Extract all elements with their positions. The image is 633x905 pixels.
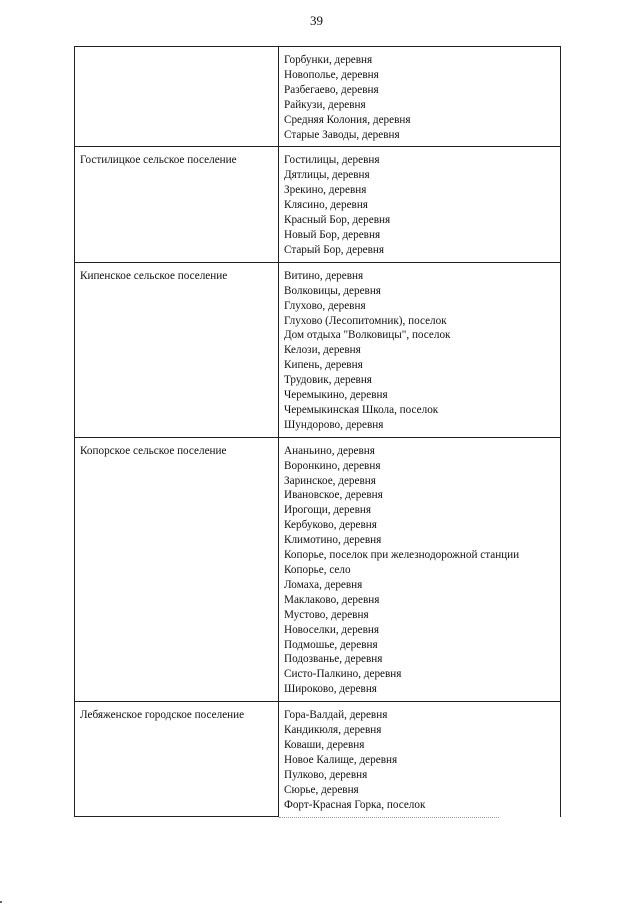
place-item: Ананьино, деревня [284,444,375,457]
place-item: Систо-Палкино, деревня [284,668,402,681]
place-item: Кербуково, деревня [284,519,377,532]
place-item: Волковицы, деревня [284,284,381,297]
places-cell [279,437,561,701]
settlement-name-cell [75,147,279,262]
place-item: Копорье, село [284,564,351,576]
place-item: Ломаха, деревня [284,578,363,591]
settlements-table [74,46,561,817]
place-item: Маклаково, деревня [284,593,380,606]
place-item: Глухово (Лесопитомник), поселок [284,314,447,327]
table-row [75,147,561,262]
settlement-name: Гостилицкое сельское поселение [80,154,237,167]
place-item: Коваши, деревня [284,738,365,751]
place-item: Старый Бор, деревня [284,243,385,256]
place-item: Трудовик, деревня [284,374,372,387]
place-item: Витино, деревня [284,269,364,282]
place-item: Гостилицы, деревня [284,154,380,167]
place-item: Келози, деревня [284,344,361,357]
place-item: Заринское, деревня [284,474,376,487]
place-item: Черемыкино, деревня [284,389,388,402]
place-item: Гора-Валдай, деревня [284,709,388,722]
place-item: Подмошье, деревня [284,638,378,651]
place-item: Пулково, деревня [284,768,368,781]
place-item: Шундорово, деревня [284,418,384,431]
place-item: Ирогощи, деревня [284,504,371,517]
settlement-name-cell [75,702,279,817]
table-row [75,702,561,817]
place-item: Форт-Красная Горка, поселок [284,798,426,811]
place-item: Подозванье, деревня [284,653,383,666]
settlement-name: Копорское сельское поселение [80,444,227,457]
place-item: Новополье, деревня [284,68,379,81]
place-item: Ивановское, деревня [284,489,383,502]
page-cut-edge [279,817,499,818]
settlements-table-body [75,47,561,817]
place-item: Разбегаево, деревня [284,83,379,96]
table-row [75,262,561,437]
place-item: Райкузи, деревня [284,98,366,111]
scan-corner-mark [0,901,2,903]
place-item: Воронкино, деревня [284,459,381,472]
place-item: Сюрье, деревня [284,783,359,796]
places-cell [279,702,561,817]
page-number: 39 [310,13,323,28]
place-item: Средняя Колония, деревня [284,113,411,126]
place-item: Зрекино, деревня [284,184,367,197]
place-item: Дом отдыха "Волковицы", поселок [284,329,451,342]
place-item: Климотино, деревня [284,534,382,547]
table-row [75,437,561,701]
places-cell [279,262,561,437]
place-item: Кипень, деревня [284,359,363,372]
settlement-name: Кипенское сельское поселение [80,269,228,282]
place-item: Широково, деревня [284,683,377,696]
place-item: Копорье, поселок при железнодорожной станции [284,549,520,562]
table-row [75,47,561,147]
settlement-name-cell [75,262,279,437]
places-cell [279,47,561,147]
place-item: Дятлицы, деревня [284,169,370,182]
place-item: Мустово, деревня [284,608,369,621]
place-item: Горбунки, деревня [284,54,373,66]
place-item: Глухово, деревня [284,299,366,312]
place-item: Новый Бор, деревня [284,228,381,241]
place-item: Черемыкинская Школа, поселок [284,403,439,416]
place-item: Старые Заводы, деревня [284,128,400,141]
settlement-name-cell [75,47,279,147]
place-item: Новоселки, деревня [284,623,380,636]
place-item: Кандикюля, деревня [284,724,382,737]
settlement-name: Лебяженское городское поселение [80,709,245,722]
place-item: Красный Бор, деревня [284,214,391,227]
places-cell [279,147,561,262]
place-item: Клясино, деревня [284,199,368,212]
place-item: Новое Калище, деревня [284,753,398,766]
settlement-name-cell [75,437,279,701]
